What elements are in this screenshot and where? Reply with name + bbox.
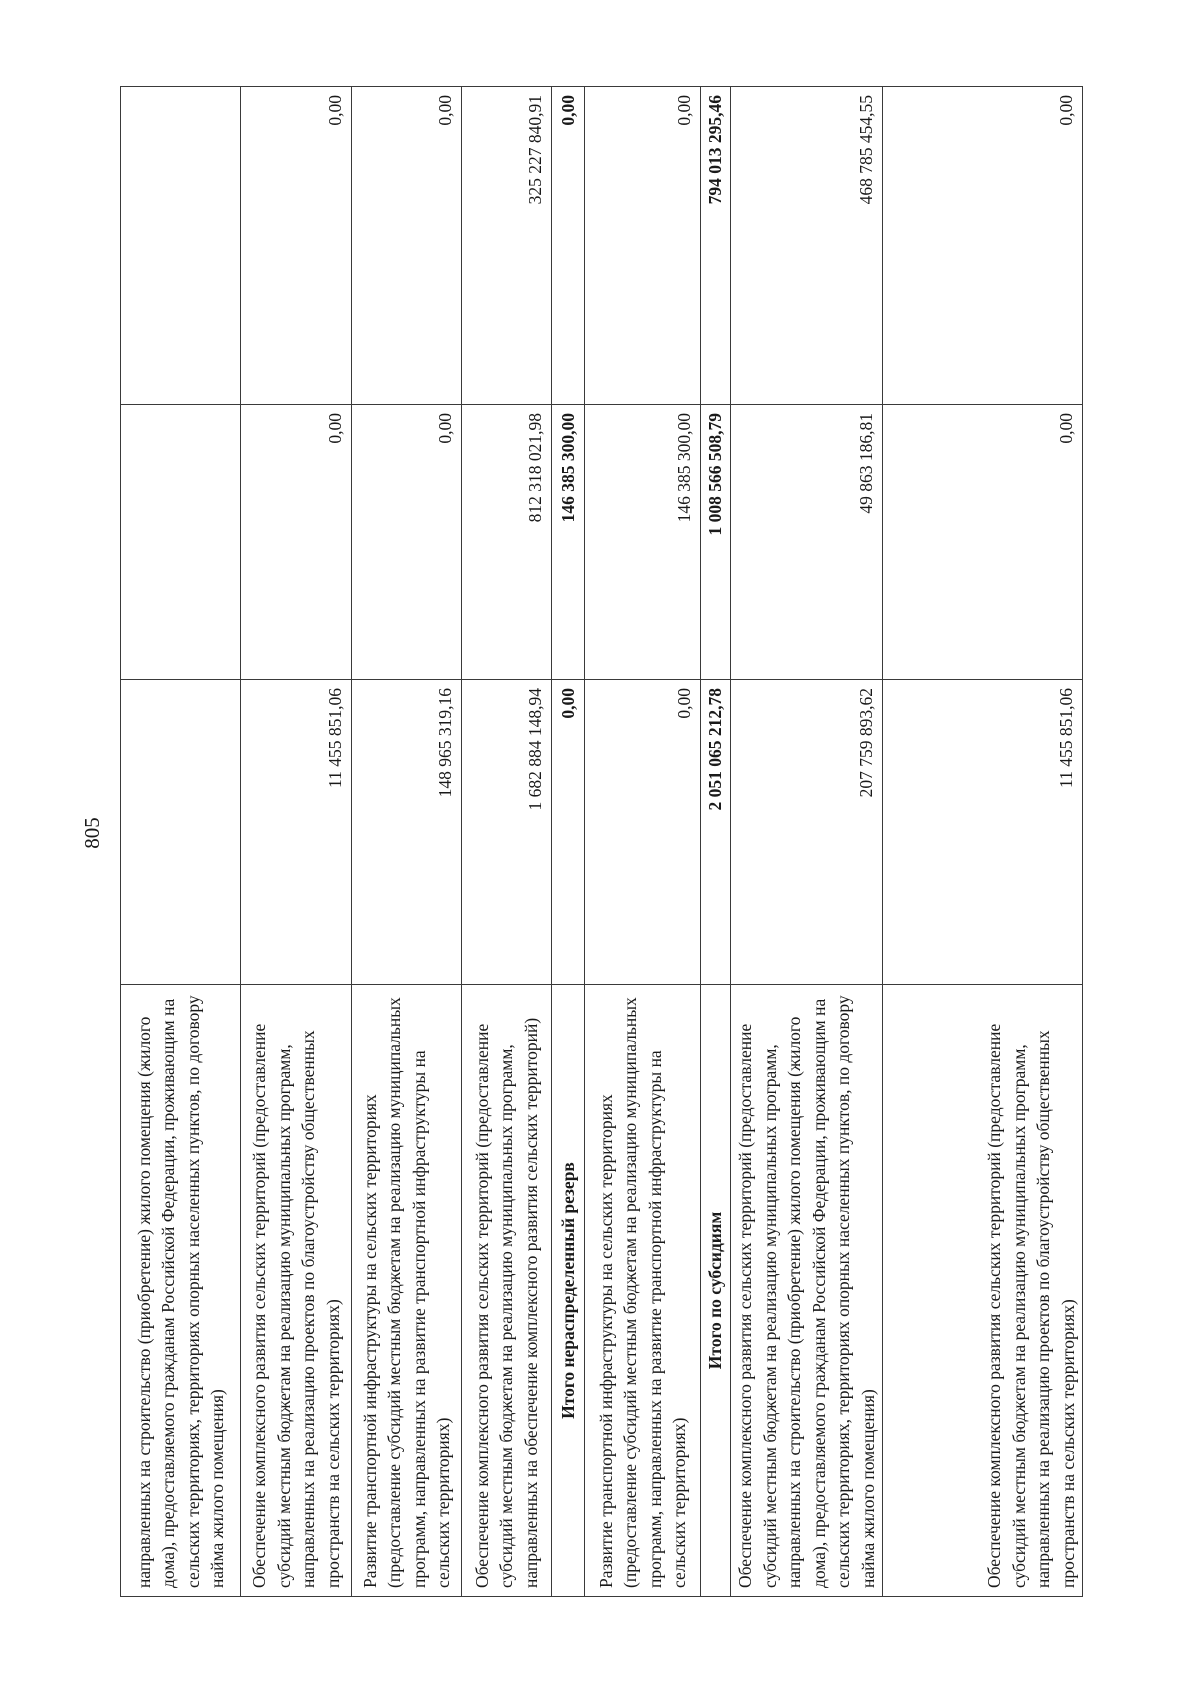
row-value-col1: 11 455 851,06 [241,680,352,985]
row-value-col3: 0,00 [585,87,701,405]
row-description: Обеспечение комплексного развития сельских территорий (предоставление субсидий местным бюджетам на реализацию муниципальных программ, направленных на реализацию проектов по благоустройству общественных пространств на сельских территориях) [883,985,1083,1597]
row-description: направленных на строительство (приобретение) жилого помещения (жилого дома), предоставляемого гражданам Российской Федерации, проживающим на сельских территориях, территориях опорных населенных пунктов, по договору найма жилого помещения) [121,985,241,1597]
row-value-col3: 468 785 454,55 [731,87,883,405]
total-value-col1: 2 051 065 212,78 [701,680,731,985]
row-value-col1: 1 682 884 148,94 [462,680,552,985]
page-number: 805 [80,817,104,849]
row-description: Обеспечение комплексного развития сельских территорий (предоставление субсидий местным бюджетам на реализацию муниципальных программ, направленных на строительство (приобретение) жилого помещения (жилого дома), предоставляемого гражданам Российской Федерации, проживающим на сельских территориях, территориях опорных населенных пунктов, по договору найма жилого помещения) [731,985,883,1597]
table-row [731,87,883,1597]
row-description: Развитие транспортной инфраструктуры на сельских территориях (предоставление субсидий местным бюджетам на реализацию муниципальных программ, направленных на развитие транспортной инфраструктуры на сельских территориях) [585,985,701,1597]
total-value-col2: 1 008 566 508,79 [701,405,731,680]
row-value-col2: 0,00 [883,405,1083,680]
row-value-col3: 0,00 [352,87,462,405]
subtotal-label: Итого нераспределенный резерв [552,985,585,1597]
row-value-col3 [121,87,241,405]
table-row [462,87,552,1597]
row-value-col2: 146 385 300,00 [585,405,701,680]
row-value-col1 [121,680,241,985]
total-label: Итого по субсидиям [701,985,731,1597]
row-value-col1: 0,00 [585,680,701,985]
row-value-col2: 49 863 186,81 [731,405,883,680]
table-row [121,87,241,1597]
row-description: Развитие транспортной инфраструктуры на сельских территориях (предоставление субсидий местным бюджетам на реализацию муниципальных программ, направленных на развитие транспортной инфраструктуры на сельских территориях) [352,985,462,1597]
total-row-subsidies [701,87,731,1597]
row-value-col1: 207 759 893,62 [731,680,883,985]
total-value-col3: 794 013 295,46 [701,87,731,405]
row-value-col3: 0,00 [241,87,352,405]
row-value-col3: 0,00 [883,87,1083,405]
row-description: Обеспечение комплексного развития сельских территорий (предоставление субсидий местным бюджетам на реализацию муниципальных программ, направленных на реализацию проектов по благоустройству общественных пространств на сельских территориях) [241,985,352,1597]
rotated-table-container [120,87,1080,1597]
row-value-col1: 148 965 319,16 [352,680,462,985]
subtotal-value-col3: 0,00 [552,87,585,405]
table-row [585,87,701,1597]
row-value-col3: 325 227 840,91 [462,87,552,405]
row-value-col1: 11 455 851,06 [883,680,1083,985]
table-row [352,87,462,1597]
subtotal-row-reserve [552,87,585,1597]
table-row [241,87,352,1597]
subtotal-value-col2: 146 385 300,00 [552,405,585,680]
row-value-col2: 812 318 021,98 [462,405,552,680]
row-value-col2: 0,00 [352,405,462,680]
row-value-col2: 0,00 [241,405,352,680]
subsidy-table [120,86,1083,1597]
row-value-col2 [121,405,241,680]
subtotal-value-col1: 0,00 [552,680,585,985]
row-description: Обеспечение комплексного развития сельских территорий (предоставление субсидий местным бюджетам на реализацию муниципальных программ, направленных на обеспечение комплексного развития сельских территорий) [462,985,552,1597]
table-row [883,87,1083,1597]
